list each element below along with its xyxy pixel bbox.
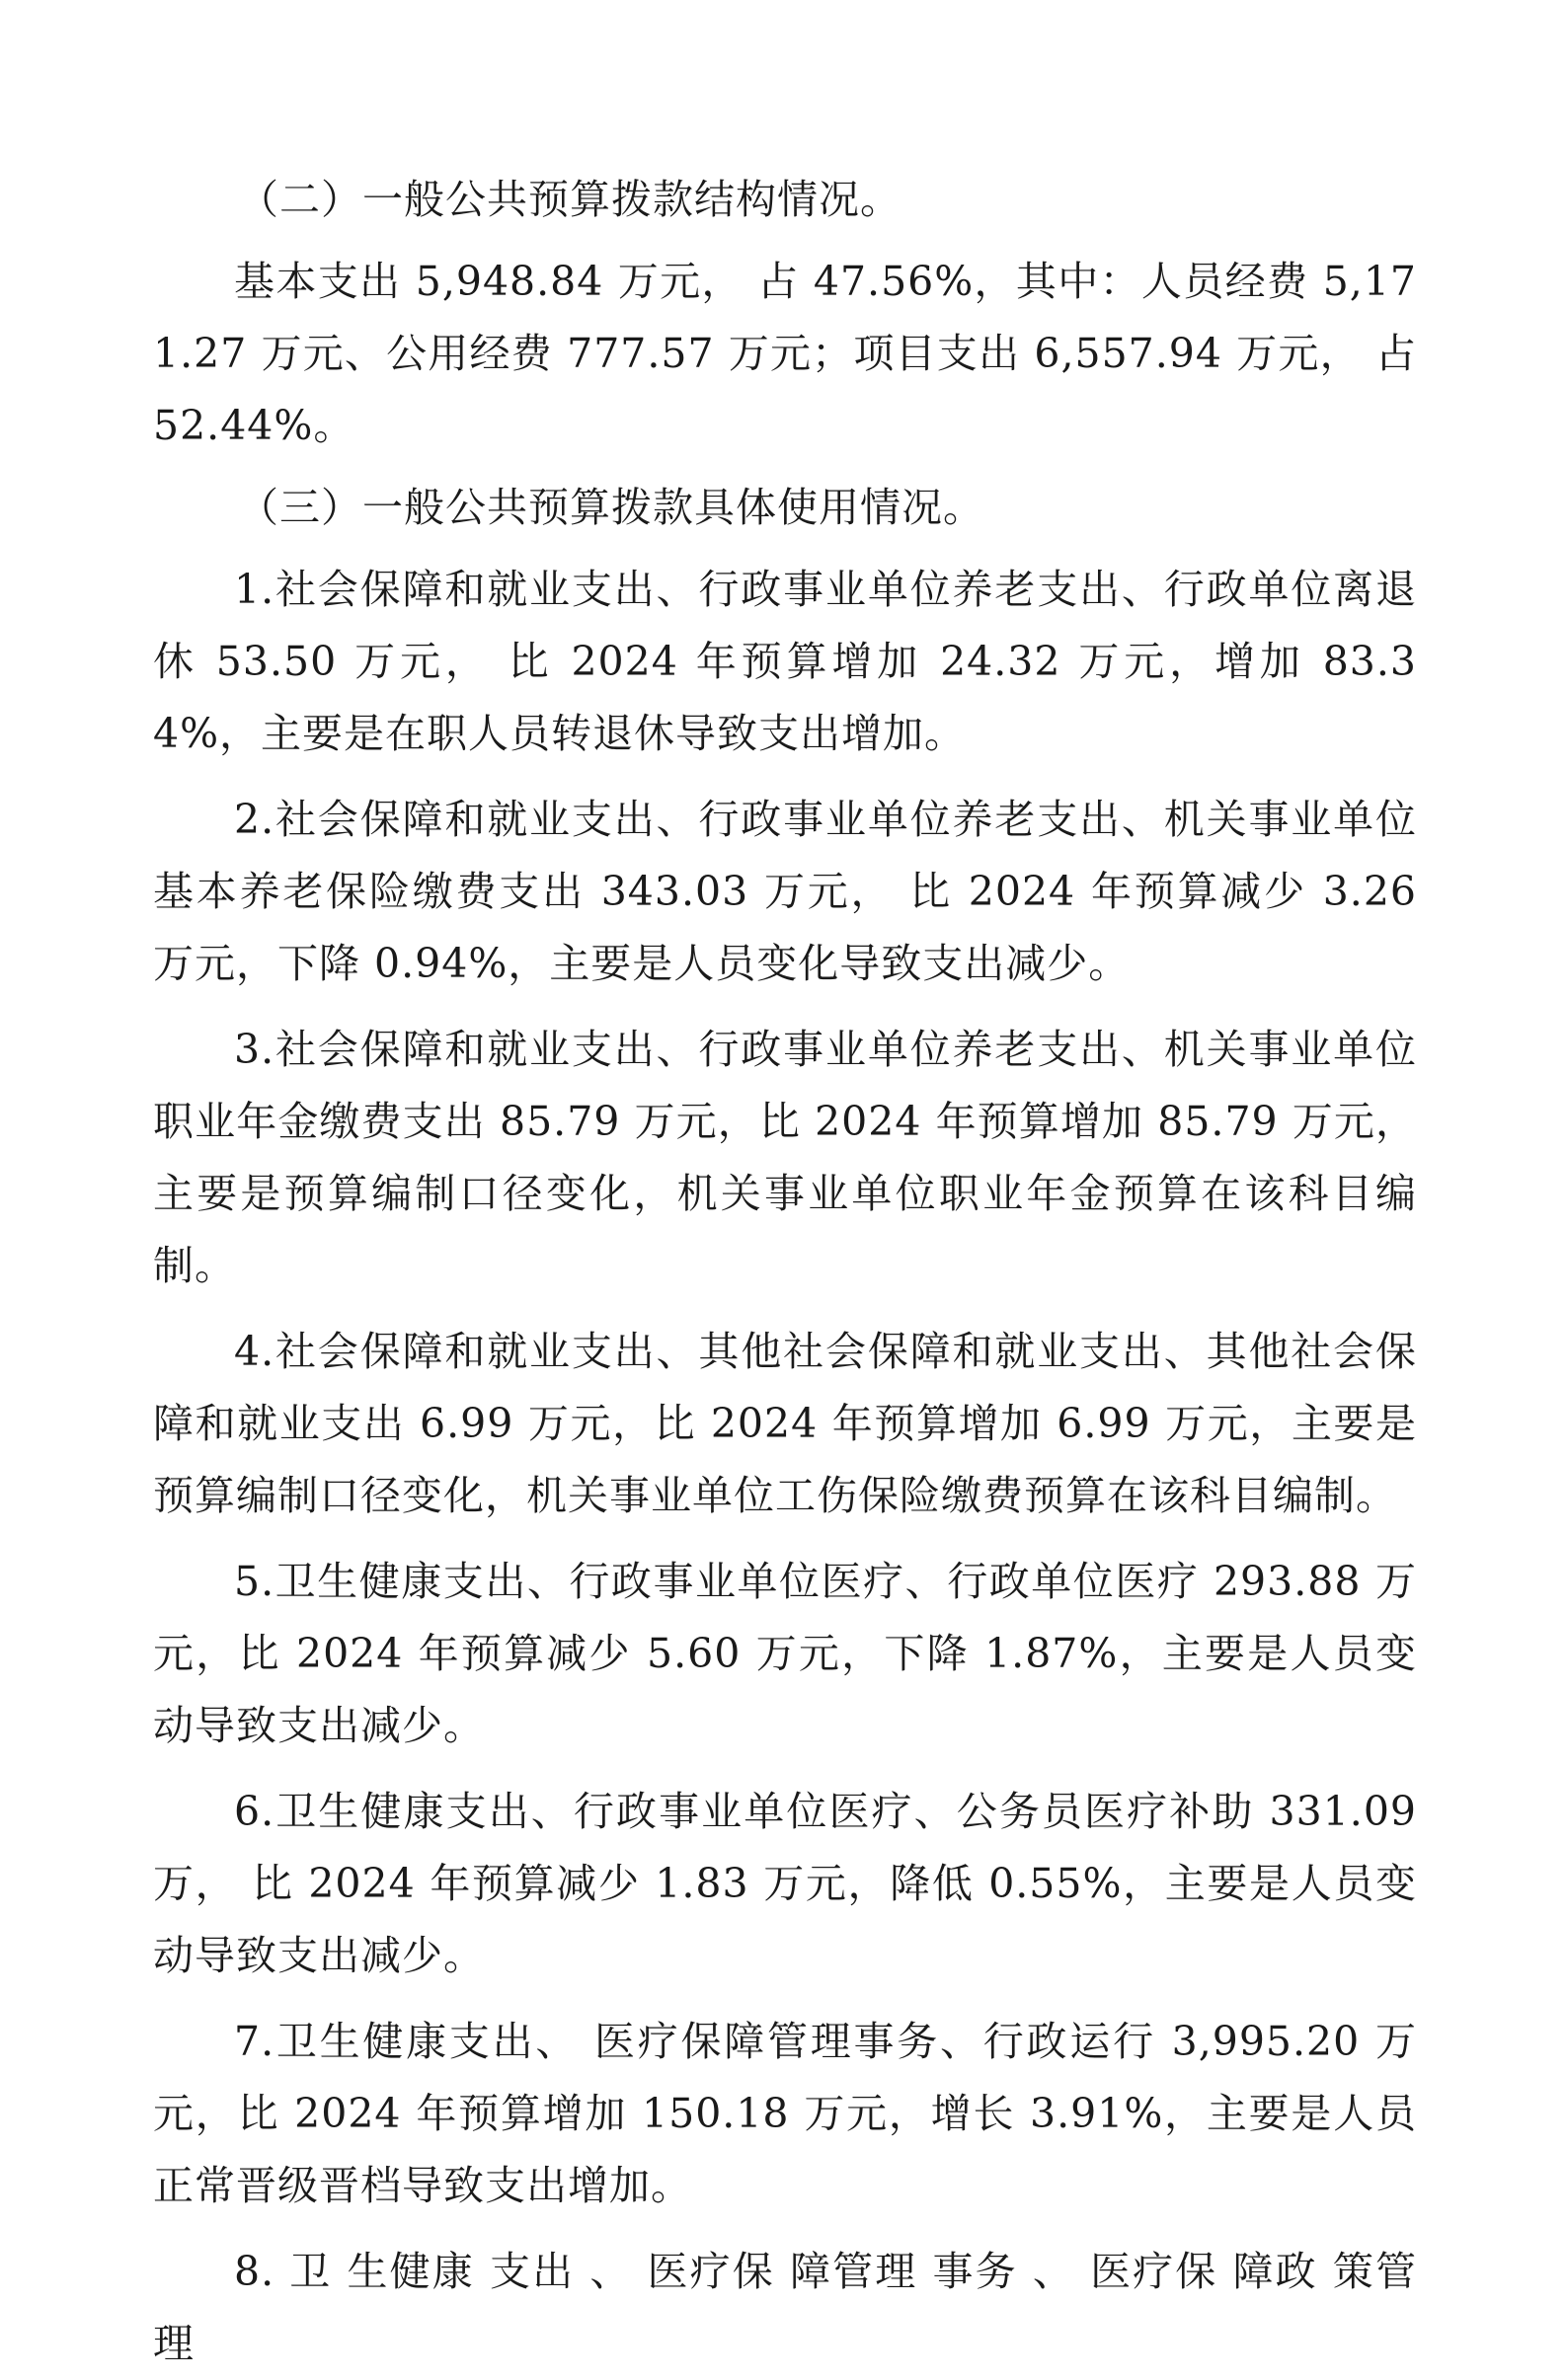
paragraph-item-8: 8. 卫 生健康 支出 、 医疗保 障管理 事务 、 医疗保 障政 策管理 [153, 2248, 1417, 2367]
paragraph-item-7: 7.卫生健康支出、 医疗保障管理事务、行政运行 3,995.20 万元，比 2024 年预算增加 150.18 万元，增长 3.91%，主要是人员正常晋级晋档导致支出增加。 [153, 2018, 1417, 2209]
paragraph-item-6: 6.卫生健康支出、行政事业单位医疗、公务员医疗补助 331.09 万， 比 2024 年预算减少 1.83 万元，降低 0.55%，主要是人员变动导致支出减少。 [153, 1788, 1417, 1979]
paragraph-item-4: 4.社会保障和就业支出、其他社会保障和就业支出、其他社会保障和就业支出 6.99 万元，比 2024 年预算增加 6.99 万元，主要是预算编制口径变化，机关事业单位工伤保险缴费预算在该科目编制。 [153, 1328, 1417, 1519]
paragraph-item-1: 1.社会保障和就业支出、行政事业单位养老支出、行政单位离退休 53.50 万元， 比 2024 年预算增加 24.32 万元，增加 83.34%，主要是在职人员转退休导致支出增加。 [153, 566, 1417, 757]
paragraph-item-2: 2.社会保障和就业支出、行政事业单位养老支出、机关事业单位基本养老保险缴费支出 343.03 万元， 比 2024 年预算减少 3.26 万元，下降 0.94%，主要是人员变化导致支出减少。 [153, 796, 1417, 987]
paragraph-item-5: 5.卫生健康支出、行政事业单位医疗、行政单位医疗 293.88 万元，比 2024 年预算减少 5.60 万元，下降 1.87%，主要是人员变动导致支出减少。 [153, 1558, 1417, 1749]
section-heading-usage: （三）一般公共预算拨款具体使用情况。 [238, 484, 984, 531]
paragraph-item-3: 3.社会保障和就业支出、行政事业单位养老支出、机关事业单位职业年金缴费支出 85.79 万元，比 2024 年预算增加 85.79 万元，主要是预算编制口径变化，机关事业单位职业年金预算在该科目编制。 [153, 1026, 1417, 1289]
section-heading-structure: （二）一般公共预算拨款结构情况。 [238, 176, 901, 223]
paragraph-structure-body: 基本支出 5,948.84 万元， 占 47.56%，其中：人员经费 5,171.27 万元、公用经费 777.57 万元；项目支出 6,557.94 万元， 占 52.44%。 [153, 258, 1417, 449]
document-page [153, 164, 1417, 2380]
